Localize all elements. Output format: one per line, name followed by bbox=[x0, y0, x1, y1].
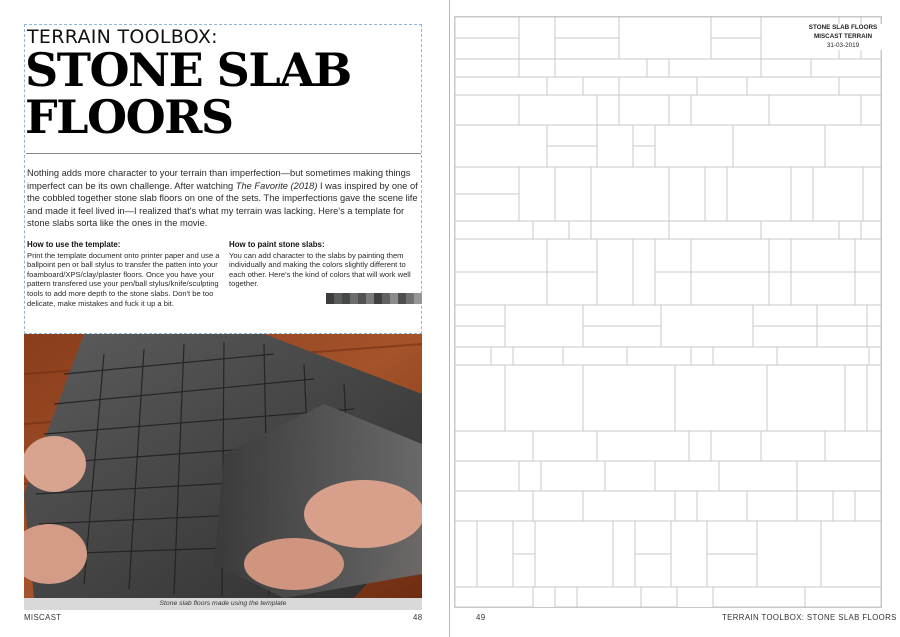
color-swatch bbox=[414, 293, 422, 304]
slab-tile bbox=[839, 221, 861, 239]
template-header bbox=[797, 24, 889, 50]
spread-fold-line bbox=[449, 0, 450, 637]
template-date: 31-03-2019 bbox=[826, 41, 860, 49]
footer-title: TERRAIN TOOLBOX: STONE SLAB FLOORS bbox=[722, 613, 897, 622]
slab-tile bbox=[817, 305, 867, 326]
slab-tile bbox=[655, 272, 691, 305]
stone-slab-template bbox=[454, 16, 882, 608]
slab-tile bbox=[855, 272, 881, 305]
slab-tile bbox=[839, 77, 881, 95]
slab-tile bbox=[825, 431, 881, 461]
slab-tile bbox=[641, 587, 677, 607]
slab-tile bbox=[805, 587, 881, 607]
color-swatch bbox=[334, 293, 342, 304]
slab-tile bbox=[533, 491, 583, 521]
slab-tile bbox=[817, 326, 867, 347]
slab-tile bbox=[455, 431, 533, 461]
slab-tile bbox=[533, 221, 569, 239]
slab-tile bbox=[455, 587, 533, 607]
how-to-use-column bbox=[27, 240, 225, 308]
template-brand: MISCAST TERRAIN bbox=[813, 32, 873, 40]
slab-tile bbox=[691, 272, 769, 305]
intro-text-end: I was inspired by one of the cobbled together stone slab floors on one of the sets. The imperfections gave the scene life and made it feel lived in—I realized that's what my terrain was lacking. Here's a template for stone slabs sorta like the ones in the movie. bbox=[27, 180, 418, 229]
slab-tile bbox=[519, 17, 555, 59]
slab-tile bbox=[691, 95, 769, 125]
slab-tile bbox=[619, 77, 697, 95]
slab-tile bbox=[519, 95, 597, 125]
slab-tile bbox=[633, 125, 655, 146]
slab-tile bbox=[513, 554, 535, 587]
slab-tile bbox=[491, 347, 513, 365]
slab-tile bbox=[677, 587, 713, 607]
slab-tile bbox=[635, 554, 671, 587]
slab-tile bbox=[747, 491, 797, 521]
right-page-number: 49 bbox=[476, 613, 486, 622]
slab-tile bbox=[669, 167, 705, 221]
slab-tile bbox=[791, 272, 855, 305]
slab-tile bbox=[697, 77, 747, 95]
color-swatch bbox=[326, 293, 334, 304]
slab-tile bbox=[583, 365, 675, 431]
slab-tile bbox=[583, 491, 675, 521]
spread-gutter bbox=[446, 0, 454, 637]
slab-tile bbox=[455, 365, 505, 431]
photo-icon bbox=[24, 334, 422, 598]
color-swatch bbox=[366, 293, 374, 304]
slab-tile bbox=[761, 59, 811, 77]
how-to-paint-heading: How to paint stone slabs: bbox=[229, 240, 325, 249]
slab-tile bbox=[727, 167, 791, 221]
slab-tile bbox=[845, 365, 867, 431]
how-to-paint-column bbox=[229, 240, 423, 289]
slab-tile bbox=[455, 77, 547, 95]
article-headline bbox=[25, 43, 405, 144]
slab-tile bbox=[505, 305, 583, 347]
slab-tile bbox=[711, 38, 761, 59]
section-kicker: TERRAIN TOOLBOX: bbox=[27, 26, 218, 48]
slab-tile bbox=[753, 305, 817, 326]
slab-tile bbox=[797, 461, 881, 491]
headline-rule bbox=[26, 153, 421, 154]
slab-tile bbox=[821, 521, 881, 587]
slab-tile bbox=[455, 491, 533, 521]
slab-tile bbox=[707, 521, 757, 554]
slab-tile bbox=[455, 125, 547, 167]
slab-tile bbox=[535, 521, 613, 587]
slab-tile bbox=[747, 77, 839, 95]
slab-tile bbox=[563, 347, 627, 365]
how-to-use-body: Print the template document onto printer paper and use a ballpoint pen or ball stylus to transfer the patten into your foamboard/XPS/clay/plaster floors. Once you have your pattern transfered use your pen/ball stylus/knife/sculpting tools to add more depth to the stone slabs. Don't be too delicate, make mistakes and fuck it up a bit. bbox=[27, 250, 220, 308]
slab-tile bbox=[455, 17, 519, 38]
color-swatch bbox=[374, 293, 382, 304]
slab-tile bbox=[513, 347, 563, 365]
slab-tile bbox=[597, 239, 633, 305]
slab-tile bbox=[455, 461, 519, 491]
color-swatch bbox=[390, 293, 398, 304]
slab-tile bbox=[791, 167, 813, 221]
slab-tile bbox=[569, 221, 591, 239]
slab-tile bbox=[455, 221, 533, 239]
slab-tile bbox=[867, 326, 881, 347]
slab-tile bbox=[769, 239, 791, 272]
slab-tile bbox=[633, 146, 655, 167]
slab-tile bbox=[867, 365, 881, 431]
slab-tile bbox=[455, 305, 505, 326]
slab-tile bbox=[619, 17, 711, 59]
slab-tile bbox=[711, 431, 761, 461]
slab-tile bbox=[555, 587, 577, 607]
how-to-use-heading: How to use the template: bbox=[27, 240, 121, 249]
slab-tile bbox=[633, 239, 655, 305]
slab-tile bbox=[769, 272, 791, 305]
slab-tile bbox=[705, 167, 727, 221]
slab-tile bbox=[477, 521, 513, 587]
slab-tile bbox=[675, 491, 697, 521]
slab-tile bbox=[455, 38, 519, 59]
slab-tile bbox=[627, 347, 691, 365]
slab-tile bbox=[647, 59, 669, 77]
slab-tile bbox=[669, 59, 761, 77]
slab-tile bbox=[757, 521, 821, 587]
slab-tile bbox=[713, 347, 777, 365]
template-title: STONE SLAB FLOORS bbox=[808, 24, 878, 31]
footer-brand: MISCAST bbox=[24, 613, 62, 622]
slab-tile bbox=[555, 38, 619, 59]
headline-line-1: STONE SLAB bbox=[25, 43, 351, 97]
how-to-paint-body: You can add character to the slabs by painting them individually and making the colors slightly different to each other. Here's the kind of colors that will work well together. bbox=[229, 250, 411, 289]
slab-tile bbox=[691, 239, 769, 272]
color-swatch-strip bbox=[326, 293, 422, 304]
slab-tile bbox=[597, 125, 633, 167]
slab-tile bbox=[855, 239, 881, 272]
slab-grid bbox=[455, 17, 881, 607]
slab-tile bbox=[661, 305, 753, 347]
slab-tile bbox=[555, 59, 647, 77]
slab-tile bbox=[577, 587, 641, 607]
slab-tile bbox=[455, 347, 491, 365]
slab-tile bbox=[519, 461, 541, 491]
slab-tile bbox=[635, 521, 671, 554]
intro-text-start: Nothing adds more character to your terrain than imperfection—but sometimes making things imperfect can be its own challenge. After watching bbox=[27, 168, 411, 191]
color-swatch bbox=[382, 293, 390, 304]
slab-tile bbox=[591, 167, 669, 221]
slab-tile bbox=[455, 194, 519, 221]
slab-tile bbox=[655, 239, 691, 272]
slab-tile bbox=[697, 491, 747, 521]
slab-tile bbox=[825, 125, 881, 167]
slab-tile bbox=[655, 461, 719, 491]
slab-tile bbox=[591, 221, 669, 239]
slab-tile bbox=[455, 95, 519, 125]
color-swatch bbox=[406, 293, 414, 304]
slab-tile bbox=[767, 365, 845, 431]
slab-tile bbox=[707, 554, 757, 587]
color-swatch bbox=[342, 293, 350, 304]
slab-tile bbox=[753, 326, 817, 347]
headline-line-2: FLOORS bbox=[25, 90, 233, 144]
slab-tile bbox=[733, 125, 825, 167]
color-swatch bbox=[350, 293, 358, 304]
slab-tile bbox=[519, 167, 555, 221]
slab-tile bbox=[855, 491, 881, 521]
photo-caption: Stone slab floors made using the template bbox=[24, 598, 422, 610]
slab-tile bbox=[669, 95, 691, 125]
slab-tile bbox=[813, 167, 863, 221]
slab-tile bbox=[583, 326, 661, 347]
stone-slab-photo bbox=[24, 334, 422, 598]
slab-tile bbox=[455, 239, 547, 272]
slab-tile bbox=[797, 491, 833, 521]
slab-tile bbox=[455, 521, 477, 587]
slab-tile bbox=[619, 95, 669, 125]
slab-tile bbox=[869, 347, 881, 365]
slab-tile bbox=[547, 125, 597, 146]
slab-tile bbox=[769, 95, 861, 125]
intro-movie-title: The Favorite (2018) bbox=[235, 180, 318, 191]
slab-tile bbox=[541, 461, 605, 491]
slab-tile bbox=[691, 347, 713, 365]
slab-tile bbox=[597, 95, 619, 125]
slab-tile bbox=[861, 221, 881, 239]
slab-tile bbox=[583, 77, 619, 95]
slab-tile bbox=[555, 167, 591, 221]
slab-tile bbox=[671, 521, 707, 587]
slab-tile bbox=[791, 239, 855, 272]
slab-tile bbox=[555, 17, 619, 38]
slab-tile bbox=[533, 431, 597, 461]
slab-tile bbox=[861, 95, 881, 125]
left-page-number: 48 bbox=[413, 613, 423, 622]
slab-tile bbox=[455, 167, 519, 194]
slab-tile bbox=[761, 221, 839, 239]
slab-tile bbox=[533, 587, 555, 607]
slab-tile bbox=[455, 272, 547, 305]
slab-tile bbox=[811, 59, 881, 77]
slab-tile bbox=[655, 125, 733, 167]
slab-tile bbox=[713, 587, 805, 607]
slab-tile bbox=[547, 77, 583, 95]
slab-tile bbox=[513, 521, 535, 554]
color-swatch bbox=[398, 293, 406, 304]
slab-tile bbox=[867, 305, 881, 326]
slab-tile bbox=[675, 365, 767, 431]
slab-tile bbox=[613, 521, 635, 587]
color-swatch bbox=[358, 293, 366, 304]
slab-tile bbox=[583, 305, 661, 326]
slab-tile bbox=[761, 431, 825, 461]
slab-tile bbox=[455, 59, 519, 77]
slab-tile bbox=[547, 146, 597, 167]
slab-tile bbox=[689, 431, 711, 461]
slab-tile bbox=[719, 461, 797, 491]
slab-tile bbox=[547, 239, 597, 272]
slab-tile bbox=[597, 431, 689, 461]
slab-tile bbox=[547, 272, 597, 305]
slab-tile bbox=[669, 221, 761, 239]
slab-tile bbox=[711, 17, 761, 38]
slab-tile bbox=[777, 347, 869, 365]
slab-tile bbox=[519, 59, 555, 77]
slab-tile bbox=[833, 491, 855, 521]
slab-tile bbox=[505, 365, 583, 431]
slab-tile bbox=[863, 167, 881, 221]
slab-tile bbox=[605, 461, 655, 491]
slab-tile bbox=[455, 326, 505, 347]
intro-paragraph bbox=[27, 167, 423, 230]
